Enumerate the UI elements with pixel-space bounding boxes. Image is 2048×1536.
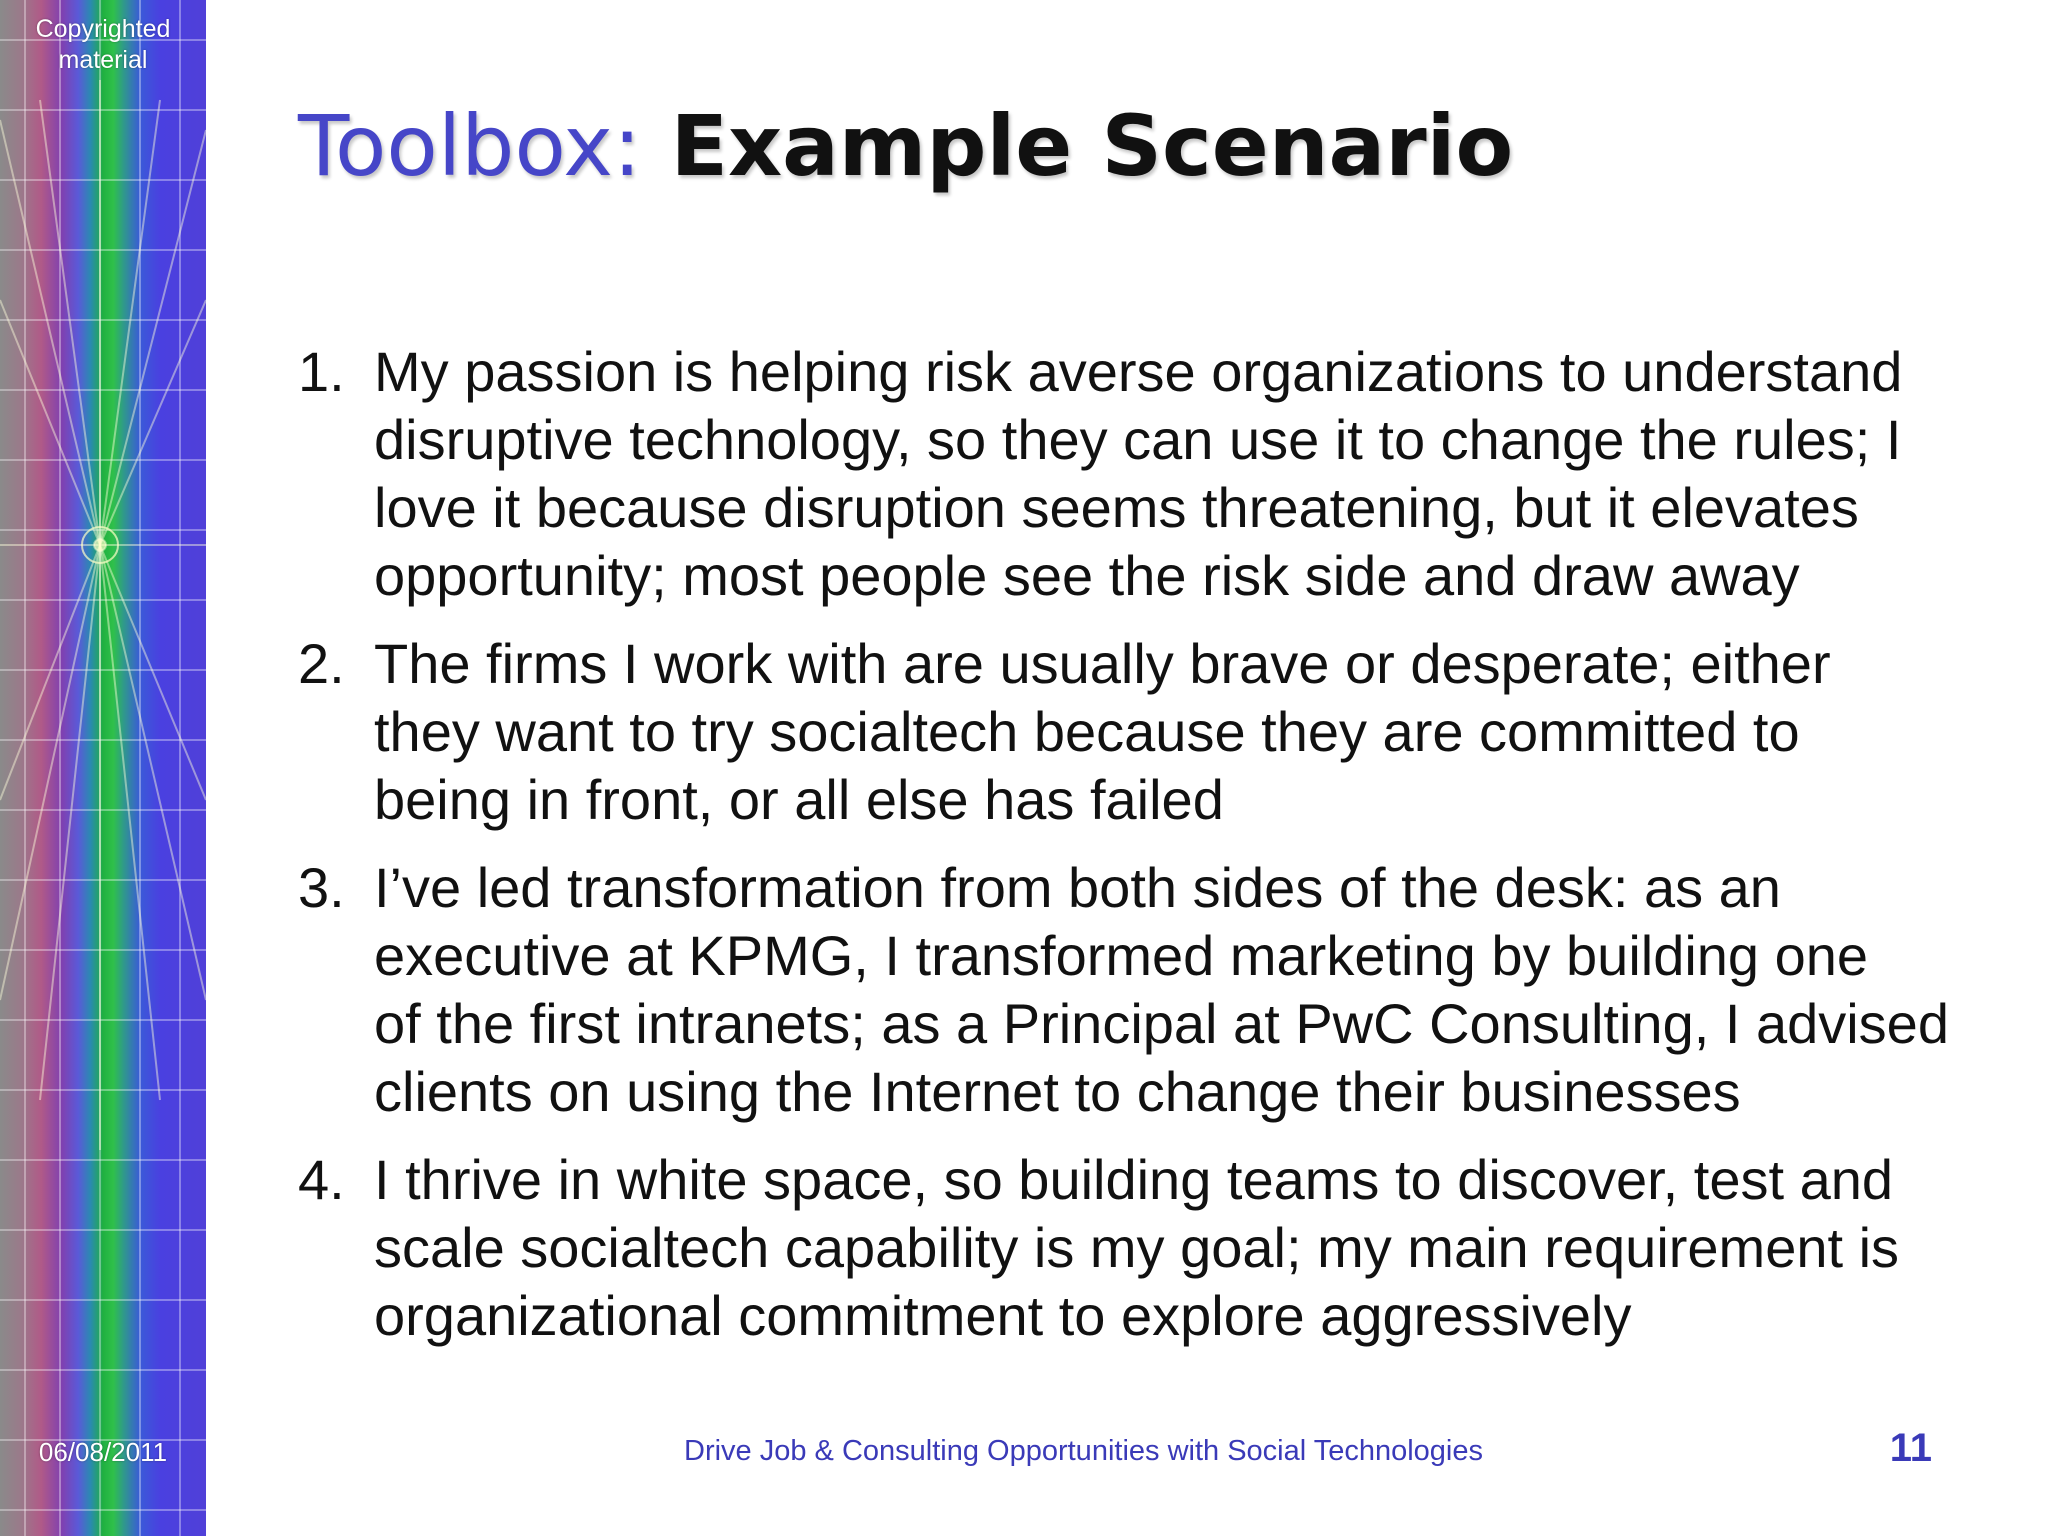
decorative-grid-pattern <box>0 0 206 1536</box>
item-number: 2. <box>298 632 345 695</box>
title-accent: Toolbox: <box>298 97 642 195</box>
item-number: 1. <box>298 340 345 403</box>
slide-title <box>298 96 1513 196</box>
item-text-line: they want to try socialtech because they are committed to <box>374 700 1800 763</box>
item-text-line: scale socialtech capability is my goal; my main requirement is <box>374 1216 1900 1279</box>
list-item <box>298 630 1948 834</box>
list-item <box>298 854 1948 1126</box>
item-text-line: I’ve led transformation from both sides of the desk: as an <box>374 856 1781 919</box>
item-text-line: organizational commitment to explore aggressively <box>374 1284 1632 1347</box>
copyright-line-1: Copyrighted <box>35 15 171 43</box>
title-main: Example Scenario <box>670 97 1514 195</box>
decorative-side-strip <box>0 0 206 1536</box>
item-text-line: clients on using the Internet to change their businesses <box>374 1060 1741 1123</box>
item-number: 4. <box>298 1148 345 1211</box>
page-number: 11 <box>1889 1426 1932 1470</box>
item-text-line: love it because disruption seems threatening, but it elevates <box>374 476 1859 539</box>
list-item <box>298 338 1948 610</box>
item-text-line: My passion is helping risk averse organizations to understand <box>374 340 1903 403</box>
slide-date: 06/08/2011 <box>38 1437 168 1467</box>
copyright-line-2: material <box>58 46 148 74</box>
item-text-line: of the first intranets; as a Principal at PwC Consulting, I advised <box>374 992 1949 1055</box>
scenario-list <box>298 338 1948 1370</box>
item-text-line: opportunity; most people see the risk side and draw away <box>374 544 1800 607</box>
item-text-line: I thrive in white space, so building teams to discover, test and <box>374 1148 1894 1211</box>
list-item <box>298 1146 1948 1350</box>
item-text-line: The firms I work with are usually brave or desperate; either <box>374 632 1831 695</box>
item-number: 3. <box>298 856 345 919</box>
item-text-line: executive at KPMG, I transformed marketing by building one <box>374 924 1869 987</box>
footer-caption: Drive Job & Consulting Opportunities with Social Technologies <box>684 1435 1484 1467</box>
item-text-line: disruptive technology, so they can use it to change the rules; I <box>374 408 1902 471</box>
copyright-watermark <box>0 14 206 76</box>
item-text-line: being in front, or all else has failed <box>374 768 1224 831</box>
